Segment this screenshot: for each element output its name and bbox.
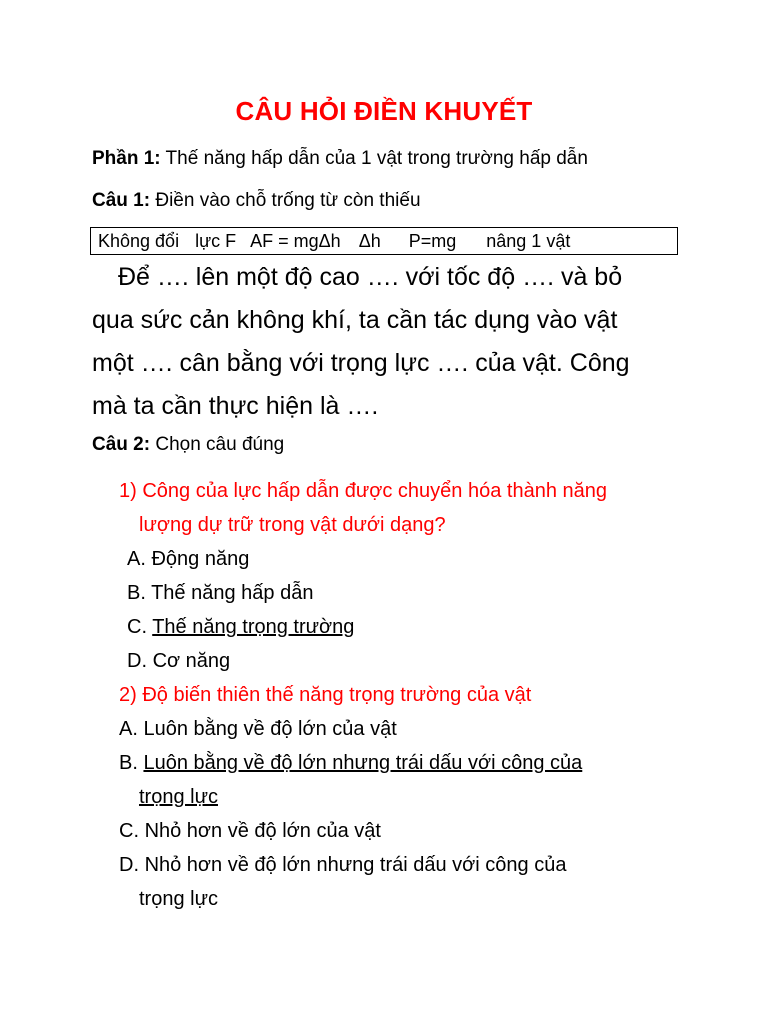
option-letter: A. (127, 548, 152, 570)
item-1-option-b (127, 582, 313, 605)
option-letter: A. (119, 718, 144, 740)
paragraph-line: qua sức cản không khí, ta cần tác dụng vào vật (92, 306, 618, 334)
item-2-option-d-line-2 (139, 888, 218, 911)
option-text: Động năng (151, 548, 250, 570)
item-2-option-b-line-2 (139, 786, 218, 809)
item-2-question: 2) Độ biến thiên thế năng trọng trường của vật (119, 684, 532, 706)
option-text: Thế năng hấp dẫn (151, 582, 314, 604)
item-2-option-a (119, 718, 397, 741)
item-2-option-d (119, 854, 566, 877)
option-text: trọng lực (139, 888, 218, 910)
option-text-underlined: Luôn bằng về độ lớn nhưng trái dấu với công của (143, 752, 583, 774)
item-2-option-c (119, 820, 381, 843)
word-bank-item: Không đổi (98, 230, 180, 251)
item-2-option-b-correct (119, 752, 582, 775)
paragraph-line: Để …. lên một độ cao …. với tốc độ …. và bỏ (118, 263, 623, 291)
word-bank-item: Δh (358, 230, 381, 251)
word-bank-item: nâng 1 vật (486, 230, 571, 251)
part-1-heading (92, 148, 588, 170)
part-1-label: Phần 1: (92, 148, 161, 169)
item-1-question-line-1: 1) Công của lực hấp dẫn được chuyển hóa thành năng (119, 480, 608, 502)
word-bank-item: AF = mgΔh (250, 230, 341, 251)
question-1-text: Điền vào chỗ trống từ còn thiếu (150, 190, 421, 211)
option-letter: D. (127, 650, 153, 672)
option-letter: B. (127, 582, 152, 604)
question-1-label: Câu 1: (92, 190, 151, 211)
option-text: Cơ năng (152, 650, 231, 672)
item-1-question-line-2: lượng dự trữ trong vật dưới dạng? (139, 514, 446, 536)
option-text: Luôn bằng về độ lớn của vật (143, 718, 397, 740)
option-text-underlined: trọng lực (139, 786, 218, 808)
paragraph-line: mà ta cần thực hiện là …. (92, 392, 379, 420)
item-1-option-c-correct (127, 616, 354, 639)
fill-in-paragraph (92, 256, 692, 428)
word-bank-item: lực F (195, 230, 237, 251)
option-text: Nhỏ hơn về độ lớn của vật (144, 820, 381, 842)
option-text: Nhỏ hơn về độ lớn nhưng trái dấu với công của (144, 854, 567, 876)
question-2-text: Chọn câu đúng (150, 434, 285, 455)
option-letter: C. (119, 820, 145, 842)
item-1-option-d (127, 650, 230, 673)
page-title: CÂU HỎI ĐIỀN KHUYẾT (235, 96, 533, 126)
word-bank-box (90, 227, 678, 255)
question-1-heading (92, 190, 421, 212)
part-1-text: Thế năng hấp dẫn của 1 vật trong trường hấp dẫn (160, 148, 588, 169)
word-bank-item: P=mg (408, 230, 457, 251)
question-2-label: Câu 2: (92, 434, 151, 455)
option-letter: D. (119, 854, 145, 876)
option-letter: C. (127, 616, 153, 638)
option-text-underlined: Thế năng trọng trường (152, 616, 355, 638)
option-letter: B. (119, 752, 144, 774)
paragraph-line: một …. cân bằng với trọng lực …. của vật. Công (92, 349, 630, 377)
question-2-heading (92, 434, 284, 456)
item-1-option-a (127, 548, 249, 571)
